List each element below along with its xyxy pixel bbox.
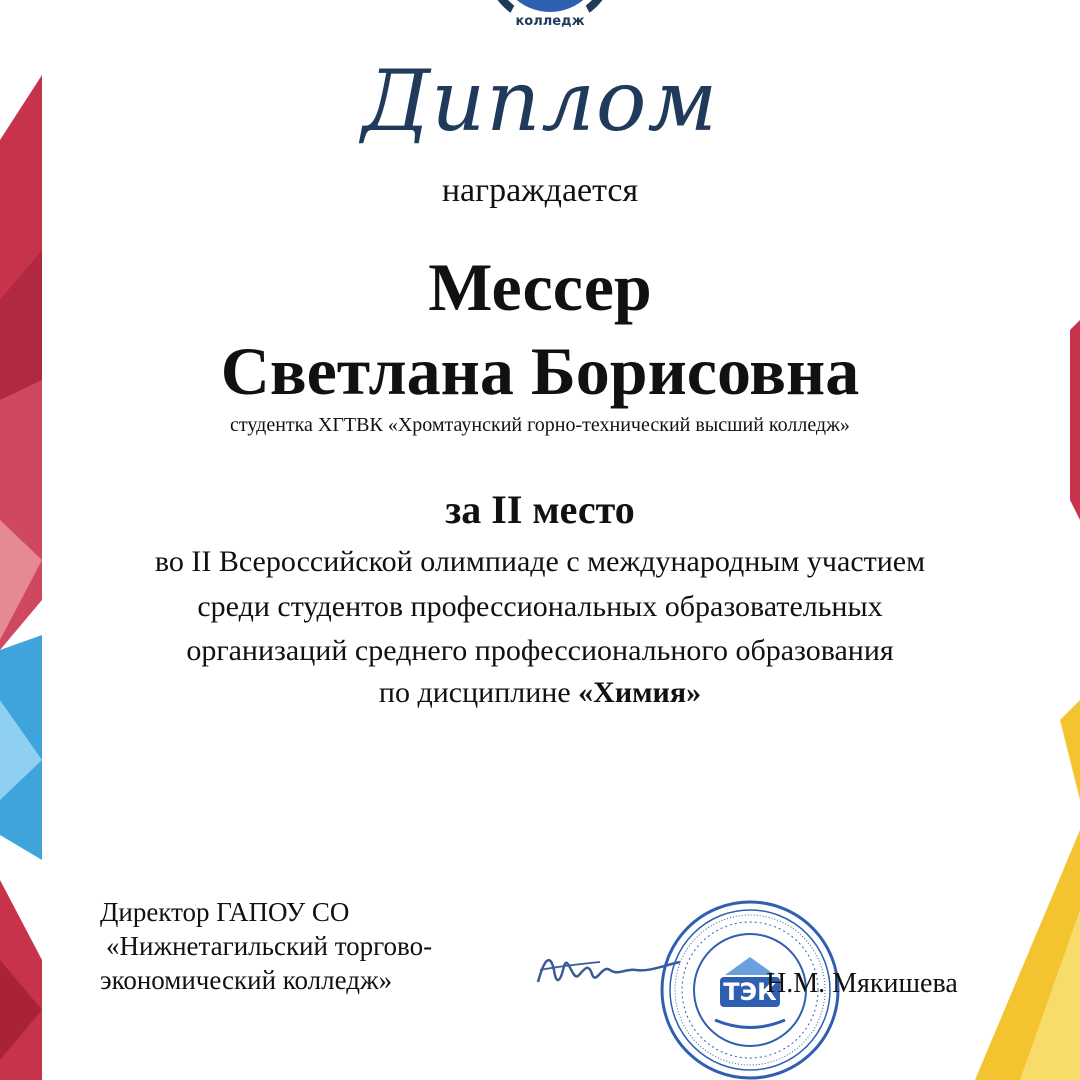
college-logo <box>480 0 620 30</box>
director-name: Н.М. Мякишева <box>766 968 958 999</box>
signature-title-line-1: Директор ГАПОУ СО <box>100 897 350 927</box>
seal-text: ТЭК <box>723 978 777 1006</box>
award-place: за II место <box>445 487 635 532</box>
discipline-line <box>0 676 1080 710</box>
description-line-1: во II Всероссийской олимпиаде с международным участием <box>154 545 926 578</box>
awarded-label: награждается <box>441 172 639 209</box>
recipient-affiliation: студентка ХГТВК «Хромтаунский горно-технический высший колледж» <box>230 414 850 436</box>
description-line-3: организаций среднего профессионального образования <box>186 634 894 667</box>
discipline-prefix: по дисциплине <box>378 676 579 709</box>
signature-title-line-2: «Нижнетагильский торгово- <box>106 931 433 961</box>
description-line-2: среди студентов профессиональных образовательных <box>197 590 883 623</box>
recipient-given-names: Светлана Борисовна <box>220 333 860 409</box>
signature-title-line-3: экономический колледж» <box>100 965 393 995</box>
diploma-title: Диплом <box>361 52 719 150</box>
college-logo-text: колледж <box>515 14 585 29</box>
deco-right-yellow-3 <box>1060 700 1080 800</box>
discipline-name: «Химия» <box>578 676 702 709</box>
recipient-surname: Мессер <box>428 249 652 325</box>
